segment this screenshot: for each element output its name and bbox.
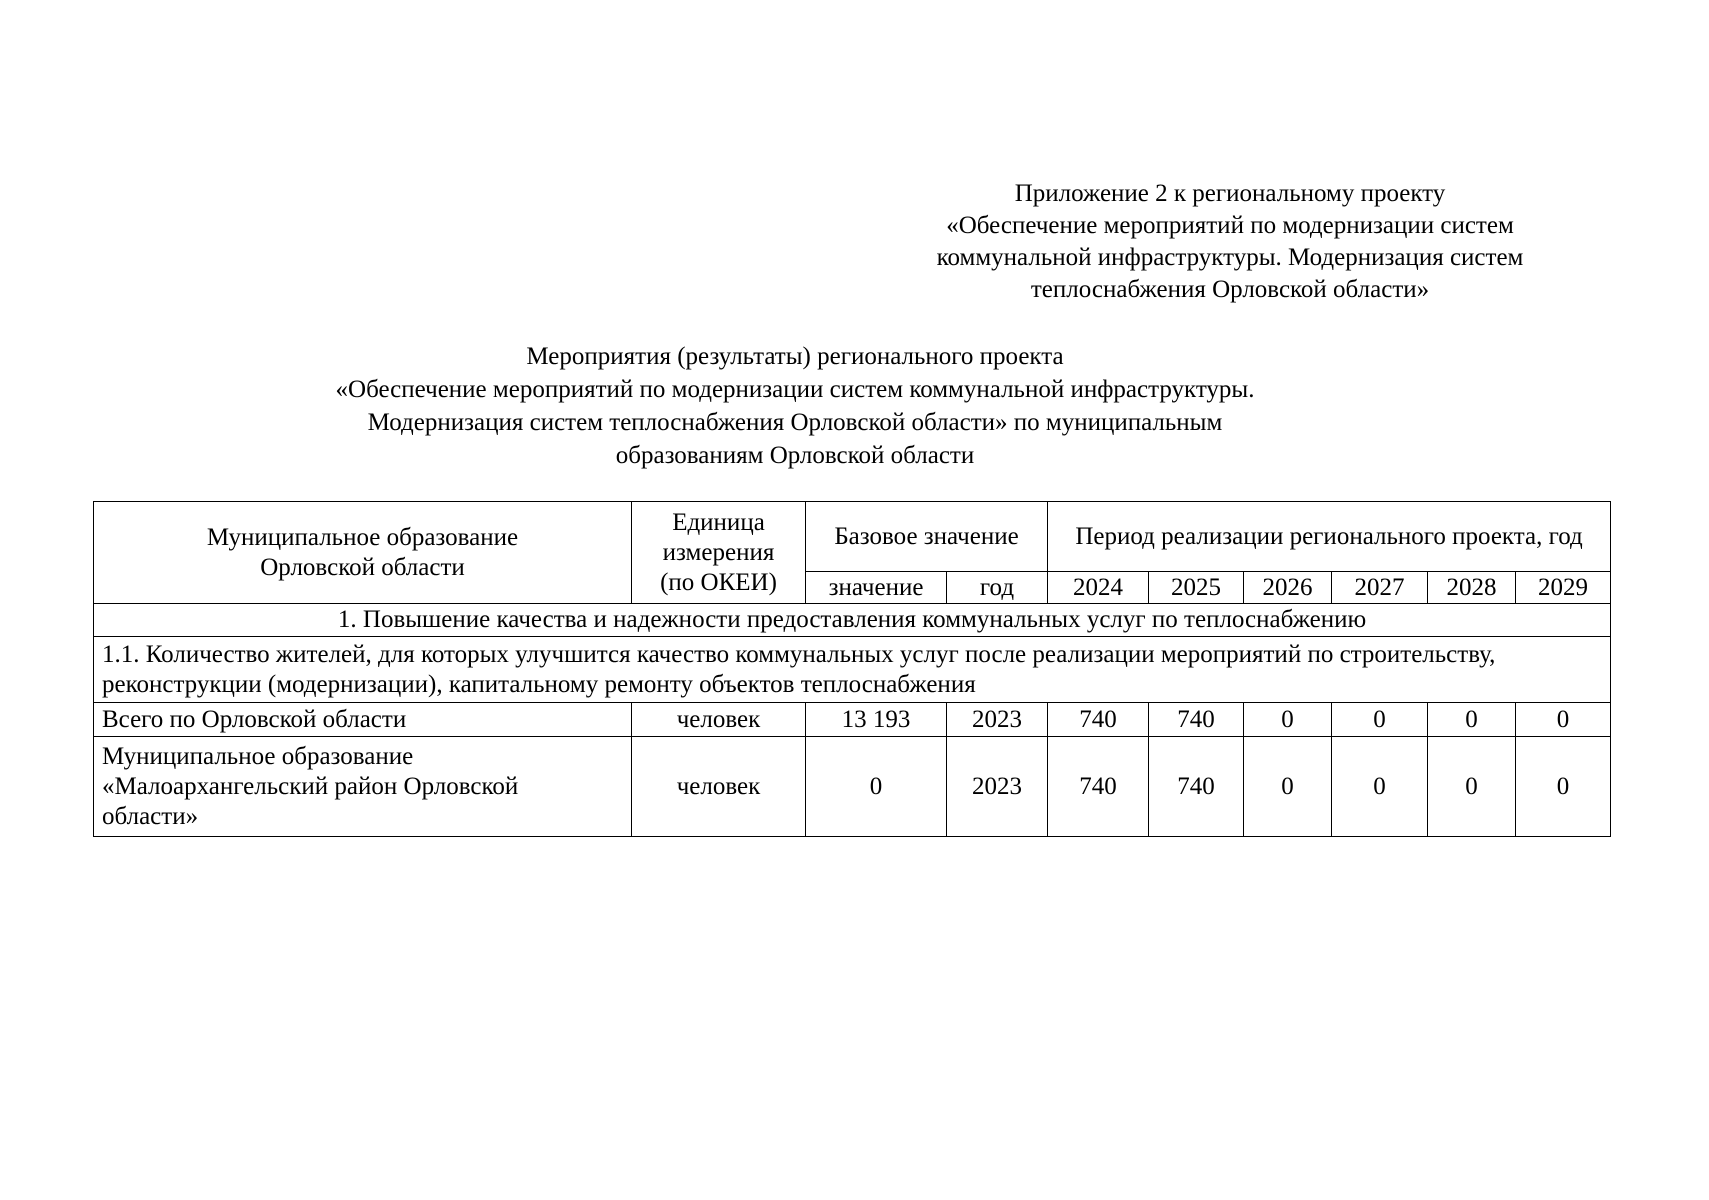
header-base-year: год	[947, 572, 1048, 604]
appendix-line: Приложение 2 к региональному проекту	[1014, 180, 1446, 207]
title-line: образованиям Орловской области	[615, 442, 975, 469]
row-value: 0	[1332, 703, 1428, 737]
row-unit: человек	[632, 703, 806, 737]
section-row	[94, 604, 1611, 637]
row-value: 0	[1244, 703, 1332, 737]
header-unit: Единица измерения (по ОКЕИ)	[632, 502, 806, 604]
row-value: 740	[1149, 737, 1244, 837]
row-value: 0	[1428, 737, 1516, 837]
row-base-year: 2023	[947, 737, 1048, 837]
title-line: «Обеспечение мероприятий по модернизации систем коммунальной инфраструктуры.	[335, 376, 1255, 403]
row-value: 740	[1048, 703, 1149, 737]
document-title	[290, 340, 1300, 472]
title-line: Модернизация систем теплоснабжения Орловской области» по муниципальным	[367, 409, 1223, 436]
header-year: 2028	[1428, 572, 1516, 604]
title-line: Мероприятия (результаты) регионального проекта	[526, 343, 1064, 370]
row-value: 0	[1244, 737, 1332, 837]
header-year: 2024	[1048, 572, 1149, 604]
header-year: 2025	[1149, 572, 1244, 604]
header-year: 2029	[1516, 572, 1611, 604]
row-value: 0	[1516, 703, 1611, 737]
header-year: 2026	[1244, 572, 1332, 604]
row-value: 740	[1048, 737, 1149, 837]
row-name: Всего по Орловской области	[94, 703, 632, 737]
header-period: Период реализации регионального проекта, год	[1048, 502, 1611, 572]
row-value: 740	[1149, 703, 1244, 737]
row-base-year: 2023	[947, 703, 1048, 737]
appendix-line: коммунальной инфраструктуры. Модернизация систем	[936, 244, 1524, 271]
row-name: Муниципальное образование «Малоархангельский район Орловской области»	[94, 737, 632, 837]
appendix-line: «Обеспечение мероприятий по модернизации систем	[946, 212, 1514, 239]
row-base-value: 13 193	[806, 703, 947, 737]
header-base: Базовое значение	[806, 502, 1048, 572]
appendix-line: теплоснабжения Орловской области»	[1030, 276, 1430, 303]
row-value: 0	[1332, 737, 1428, 837]
row-value: 0	[1428, 703, 1516, 737]
appendix-header	[880, 178, 1580, 306]
header-base-value: значение	[806, 572, 947, 604]
section-title: 1. Повышение качества и надежности предоставления коммунальных услуг по теплоснабжению	[94, 604, 1611, 637]
table-row	[94, 737, 1611, 837]
header-year: 2027	[1332, 572, 1428, 604]
header-municipality: Муниципальное образование Орловской области	[94, 502, 632, 604]
table-row	[94, 703, 1611, 737]
subsection-row	[94, 637, 1611, 703]
row-base-value: 0	[806, 737, 947, 837]
results-table	[93, 501, 1611, 837]
header-row	[94, 502, 1611, 572]
subsection-title: 1.1. Количество жителей, для которых улучшится качество коммунальных услуг после реализации мероприятий по строительству, реконструкции (модернизации), капитальному ремонту объектов теплоснабжения	[94, 637, 1611, 703]
row-unit: человек	[632, 737, 806, 837]
row-value: 0	[1516, 737, 1611, 837]
